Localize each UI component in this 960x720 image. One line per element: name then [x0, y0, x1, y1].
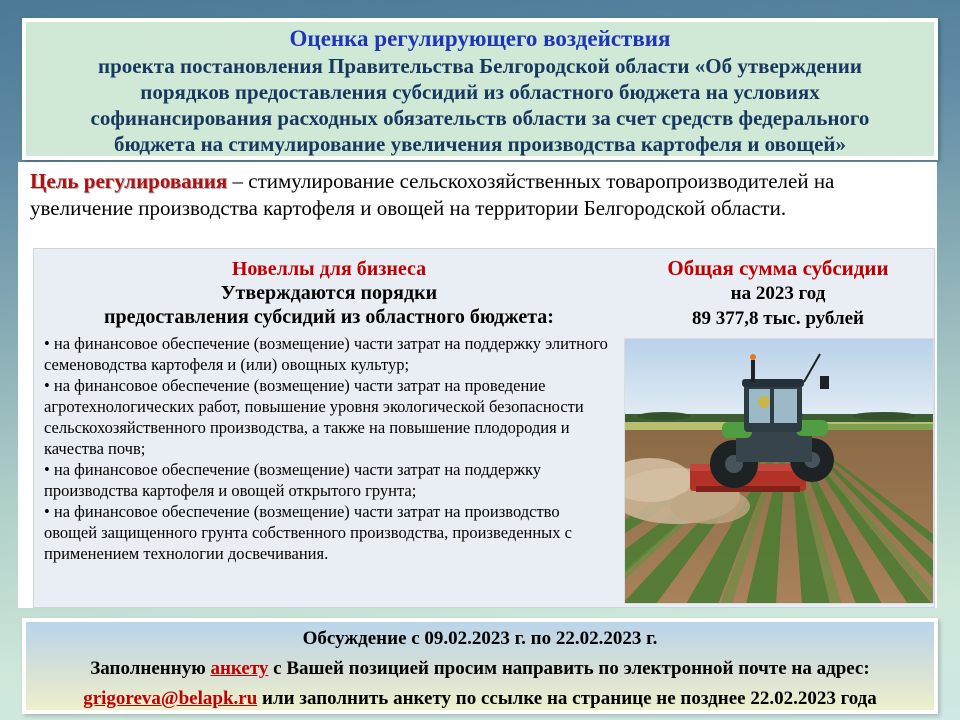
email-link[interactable]: grigoreva@belapk.ru — [83, 688, 258, 709]
header-box — [22, 18, 938, 160]
business-subheading-line-1: Утверждаются порядки — [220, 282, 438, 304]
content-box — [33, 248, 935, 608]
discussion-footer-box — [22, 618, 938, 714]
footer-line2-suffix: с Вашей позицией просим направить по электронной почте на адрес: — [268, 658, 870, 679]
subsidy-sum-column — [622, 249, 934, 607]
subsidy-bullet-list — [44, 333, 614, 564]
header-subtitle-line-2: порядков предоставления субсидий из областного бюджета на условиях — [140, 80, 820, 104]
list-item: • на финансовое обеспечение (возмещение) части затрат на проведение агротехнологических работ, повышение уровня экологической безопасности сельскохозяйственного производства, а также на повышение плодородия и качества почв; — [44, 376, 584, 458]
regulation-goal-label: Цель регулирования — [30, 169, 228, 193]
header-subtitle-line-3: софинансирования расходных обязательств области за счет средств федерального — [90, 106, 870, 130]
regulation-goal-paragraph — [18, 162, 937, 222]
business-novelties-column — [34, 249, 622, 607]
business-subheading-line-2: предоставления субсидий из областного бюджета: — [104, 306, 554, 328]
subsidy-sum-heading: Общая сумма субсидии — [667, 256, 889, 280]
survey-link[interactable]: анкету — [210, 658, 269, 679]
main-content-area — [18, 162, 937, 608]
footer-line2-prefix: Заполненную — [90, 658, 211, 679]
tractor-field-photo — [624, 338, 934, 604]
footer-line-3 — [26, 685, 934, 712]
footer-line3-suffix: или заполнить анкету по ссылке на странице не позднее 22.02.2023 года — [257, 688, 877, 709]
regulation-goal-text: – стимулирование сельскохозяйственных товаропроизводителей на увеличение производства картофеля и овощей на территории Белгородской области. — [30, 169, 835, 220]
footer-line-2 — [26, 655, 934, 682]
subsidy-amount: 89 377,8 тыс. рублей — [692, 308, 864, 329]
business-novelties-heading: Новеллы для бизнеса — [231, 258, 427, 280]
header-subtitle-line-4: бюджета на стимулирование увеличения производства картофеля и овощей» — [114, 132, 846, 156]
list-item: • на финансовое обеспечение (возмещение) части затрат на поддержку элитного семеноводства картофеля и (или) овощных культур; — [44, 334, 608, 374]
list-item: • на финансовое обеспечение (возмещение) части затрат на производство овощей защищенного грунта собственного производства, произведенных с применением технологии досвечивания. — [44, 502, 572, 563]
list-item: • на финансовое обеспечение (возмещение) части затрат на поддержку производства картофеля и овощей открытого грунта; — [44, 460, 541, 500]
page-title: Оценка регулирующего воздействия — [289, 26, 671, 51]
header-subtitle-line-1: проекта постановления Правительства Белгородской области «Об утверждении — [98, 54, 862, 78]
subsidy-year: на 2023 год — [730, 283, 826, 304]
discussion-period: Обсуждение с 09.02.2023 г. по 22.02.2023 г. — [302, 628, 658, 649]
